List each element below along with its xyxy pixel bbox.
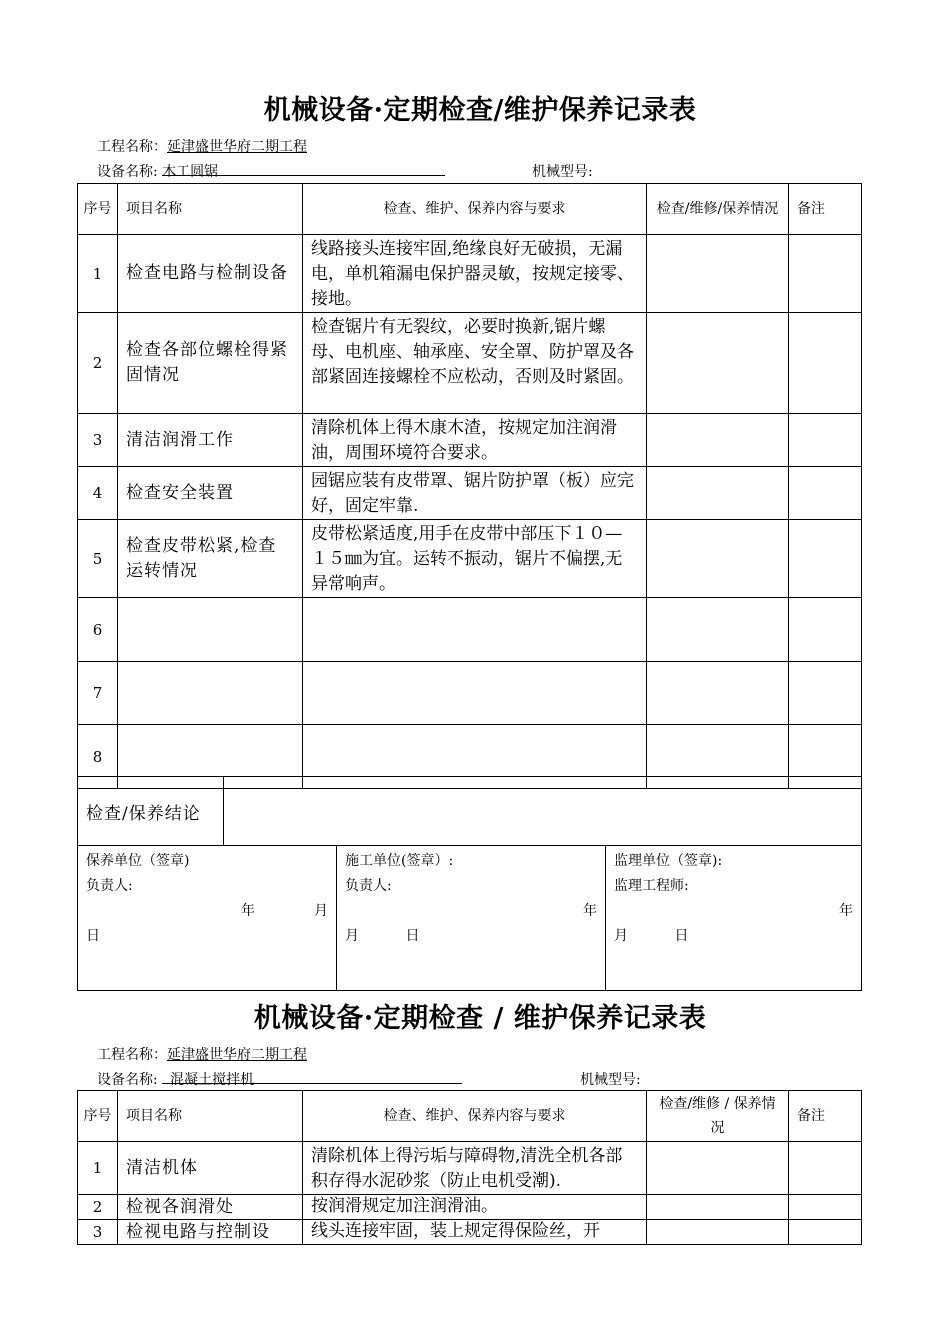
row-item: 清洁润滑工作 <box>118 414 303 467</box>
row-status-cell[interactable] <box>647 467 789 520</box>
month-label: 月 <box>314 903 328 919</box>
header-no: 序号 <box>78 1091 118 1142</box>
form2-table <box>77 1090 862 1245</box>
row-status-cell[interactable] <box>647 414 789 467</box>
project-label: 工程名称： <box>97 1047 167 1063</box>
maintenance-unit-sign-cell[interactable] <box>78 846 337 991</box>
row-no: 4 <box>78 467 118 520</box>
form1-table <box>77 183 862 789</box>
month-label: 月 <box>614 928 628 944</box>
year-label: 年 <box>583 903 597 919</box>
year-label: 年 <box>241 903 255 919</box>
row-requirements: 皮带松紧适度,用手在皮带中部压下１０—１５㎜为宜。运转不振动，锯片不偏摆,无异常响声。 <box>303 520 647 598</box>
row-status-cell[interactable] <box>647 1220 789 1245</box>
equipment-label: 设备名称: <box>97 164 163 180</box>
maintenance-unit-label: 保养单位（签章) <box>86 853 190 869</box>
row-status-cell[interactable] <box>647 598 789 662</box>
form2-equipment-line <box>97 1069 462 1089</box>
row-remark-cell[interactable] <box>789 313 862 414</box>
month-label: 月 <box>345 928 359 944</box>
equipment-name: 木工圆锯 <box>162 164 219 180</box>
row-requirements: 按润滑规定加注润滑油。 <box>303 1195 647 1220</box>
header-item: 项目名称 <box>118 184 303 235</box>
equipment-label: 设备名称: <box>97 1072 163 1088</box>
table-row <box>78 1220 862 1245</box>
row-item-cell[interactable] <box>118 598 303 662</box>
day-label: 日 <box>674 928 689 944</box>
row-no: 7 <box>78 662 118 725</box>
row-remark-cell[interactable] <box>789 1220 862 1245</box>
header-requirements: 检查、维护、保养内容与要求 <box>303 1091 647 1142</box>
row-item: 清洁机体 <box>118 1142 303 1195</box>
row-item: 检查皮带松紧,检查运转情况 <box>118 520 303 598</box>
form1-project-line <box>97 136 307 156</box>
table-row <box>78 520 862 598</box>
supervision-unit-label: 监理单位（签章): <box>614 853 723 869</box>
row-remark-cell[interactable] <box>789 520 862 598</box>
row-requirements: 园锯应装有皮带罩、锯片防护罩（板）应完好，固定牢靠. <box>303 467 647 520</box>
table-row <box>78 414 862 467</box>
row-item: 检视电路与控制设 <box>118 1220 303 1245</box>
row-requirements: 线头连接牢固，装上规定得保险丝，开 <box>303 1220 647 1245</box>
row-remark-cell[interactable] <box>789 1195 862 1220</box>
header-no: 序号 <box>78 184 118 235</box>
supervision-engineer-label: 监理工程师: <box>614 878 689 894</box>
table-row <box>78 1195 862 1220</box>
row-remark-cell[interactable] <box>789 1142 862 1195</box>
row-item: 检查电路与检制设备 <box>118 235 303 313</box>
supervision-unit-sign-cell[interactable] <box>606 846 862 991</box>
row-item: 检视各润滑处 <box>118 1195 303 1220</box>
form1-equipment-line <box>97 161 445 181</box>
row-status-cell[interactable] <box>647 520 789 598</box>
table-row <box>78 467 862 520</box>
year-label: 年 <box>839 903 853 919</box>
form1-conclusion-table <box>77 776 862 846</box>
row-no: 1 <box>78 1142 118 1195</box>
row-requirements: 清除机体上得木康木渣，按规定加注润滑油，周围环境符合要求。 <box>303 414 647 467</box>
day-label: 日 <box>405 928 420 944</box>
header-remark: 备注 <box>789 1091 862 1142</box>
header-status: 检查/维修 / 保养情况 <box>647 1091 789 1142</box>
construction-person-label: 负责人: <box>345 878 392 894</box>
table-header-row <box>78 184 862 235</box>
row-status-cell[interactable] <box>647 662 789 725</box>
row-requirements: 清除机体上得污垢与障碍物,清洗全机各部积存得水泥砂浆（防止电机受潮). <box>303 1142 647 1195</box>
row-remark-cell[interactable] <box>789 414 862 467</box>
conclusion-cell[interactable] <box>224 777 862 846</box>
row-status-cell[interactable] <box>647 235 789 313</box>
table-row <box>78 598 862 662</box>
row-remark-cell[interactable] <box>789 598 862 662</box>
project-name: 延津盛世华府二期工程 <box>167 1047 307 1063</box>
table-row <box>78 235 862 313</box>
row-item-cell[interactable] <box>118 662 303 725</box>
form2-project-line <box>97 1044 307 1064</box>
row-no: 2 <box>78 313 118 414</box>
row-no: 3 <box>78 1220 118 1245</box>
header-remark: 备注 <box>789 184 862 235</box>
row-requirements-cell[interactable] <box>303 598 647 662</box>
row-no: 3 <box>78 414 118 467</box>
header-item: 项目名称 <box>118 1091 303 1142</box>
row-no: 1 <box>78 235 118 313</box>
row-no: 6 <box>78 598 118 662</box>
conclusion-label: 检查/保养结论 <box>78 777 224 846</box>
project-name: 延津盛世华府二期工程 <box>167 139 307 155</box>
table-row <box>78 313 862 414</box>
row-remark-cell[interactable] <box>789 662 862 725</box>
form1-title: 机械设备·定期检查/维护保养记录表 <box>263 95 697 126</box>
row-status-cell[interactable] <box>647 1142 789 1195</box>
table-row <box>78 1142 862 1195</box>
project-label: 工程名称： <box>97 139 167 155</box>
row-item: 检查各部位螺栓得紧固情况 <box>118 313 303 414</box>
row-requirements: 检查锯片有无裂纹，必要时换新,锯片螺母、电机座、轴承座、安全罩、防护罩及各部紧固连接螺栓不应松动，否则及时紧固。 <box>303 313 647 414</box>
form2-model-label: 机械型号: <box>580 1072 641 1088</box>
form1-signature-table <box>77 845 862 991</box>
form1-model-label: 机械型号: <box>532 164 593 180</box>
table-header-row <box>78 1091 862 1142</box>
header-requirements: 检查、维护、保养内容与要求 <box>303 184 647 235</box>
day-label: 日 <box>86 928 100 944</box>
row-status-cell[interactable] <box>647 1195 789 1220</box>
row-no: 8 <box>78 725 118 789</box>
row-no: 5 <box>78 520 118 598</box>
row-status-cell[interactable] <box>647 313 789 414</box>
construction-unit-label: 施工单位(签章）: <box>345 853 454 869</box>
header-status: 检查/维修/保养情况 <box>647 184 789 235</box>
form2-title: 机械设备·定期检查 / 维护保养记录表 <box>253 1003 707 1034</box>
row-item: 检查安全装置 <box>118 467 303 520</box>
row-no: 2 <box>78 1195 118 1220</box>
row-requirements-cell[interactable] <box>303 662 647 725</box>
row-remark-cell[interactable] <box>789 235 862 313</box>
maintenance-person-label: 负责人: <box>86 878 133 894</box>
equipment-name: 混凝土搅拌机 <box>170 1072 255 1088</box>
row-remark-cell[interactable] <box>789 467 862 520</box>
row-requirements: 线路接头连接牢固,绝缘良好无破损，无漏电，单机箱漏电保护器灵敏，按规定接零、接地。 <box>303 235 647 313</box>
table-row <box>78 662 862 725</box>
construction-unit-sign-cell[interactable] <box>337 846 606 991</box>
